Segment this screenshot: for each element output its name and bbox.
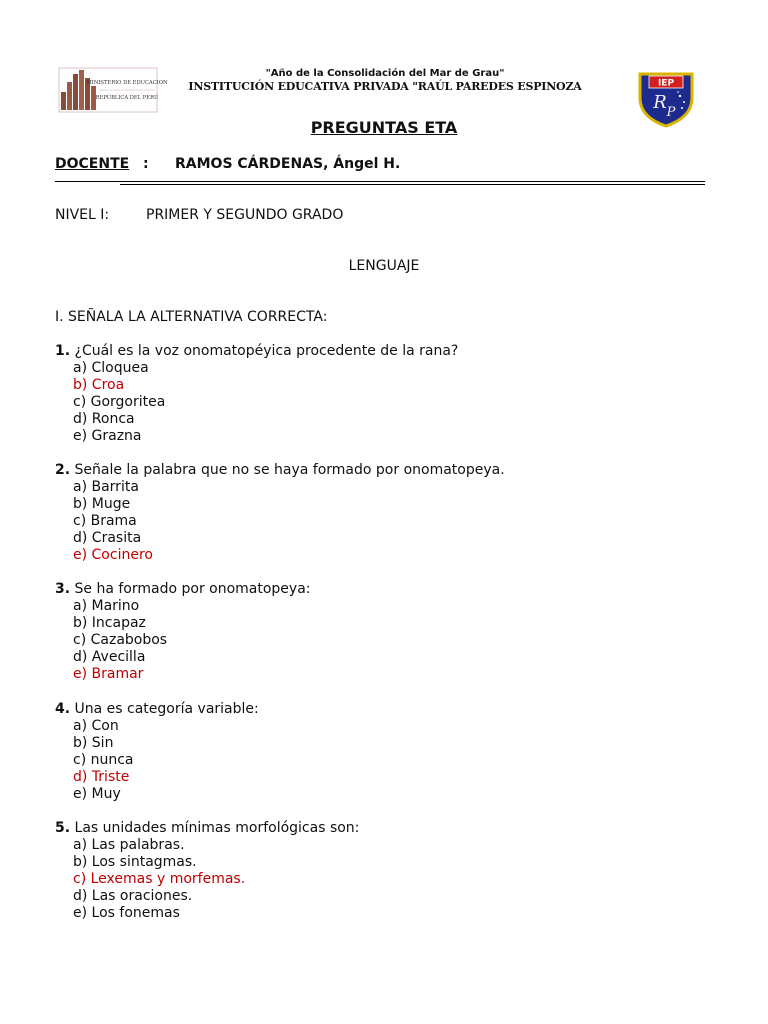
question-1 [55,343,458,445]
question-stem [55,581,311,598]
question-2 [55,462,505,564]
option-list [55,718,259,803]
level-value: PRIMER Y SEGUNDO GRADO [146,207,344,223]
question-stem [55,820,359,837]
teacher-colon: : [143,156,149,172]
option-list [55,360,458,445]
teacher-label: DOCENTE [55,156,130,172]
level-label: NIVEL I: [55,207,110,223]
option: d) Las oraciones. [73,888,193,904]
option: c) Brama [73,513,137,529]
option: e) Los fonemas [73,905,180,921]
question-text: ¿Cuál es la voz onomatopéyica procedente de la rana? [74,343,459,359]
year-motto: "Año de la Consolidación del Mar de Grau" [265,68,505,79]
option: c) Cazabobos [73,632,168,648]
question-text: Las unidades mínimas morfológicas son: [74,820,360,836]
subject-heading: LENGUAJE [348,258,420,274]
section-title: I. SEÑALA LA ALTERNATIVA CORRECTA: [55,309,328,325]
svg-text:R: R [653,92,667,113]
option-list [55,598,311,683]
option: e) Muy [73,786,121,802]
question-number: 4. [55,701,71,717]
correct-option: c) Lexemas y morfemas. [73,871,246,887]
question-3 [55,581,311,683]
question-number: 3. [55,581,71,597]
option: d) Ronca [73,411,135,427]
question-text: Señale la palabra que no se haya formado por onomatopeya. [74,462,505,478]
option: a) Cloquea [73,360,149,376]
teacher-line [55,156,400,172]
option: a) Con [73,718,119,734]
option: e) Grazna [73,428,142,444]
option: a) Barrita [73,479,139,495]
question-stem [55,343,458,360]
option: a) Marino [73,598,140,614]
correct-option: d) Triste [73,769,130,785]
option: c) Gorgoritea [73,394,166,410]
divider-line-secondary [120,184,705,185]
ministry-logo [59,68,168,112]
option: d) Avecilla [73,649,146,665]
option: d) Crasita [73,530,142,546]
question-4 [55,701,259,803]
teacher-name: RAMOS CÁRDENAS, Ángel H. [175,156,401,172]
option: b) Sin [73,735,114,751]
question-number: 1. [55,343,71,359]
question-number: 2. [55,462,71,478]
ministry-logo-line-2: REPÚBLICA DEL PERÚ [95,95,159,101]
question-text: Se ha formado por onomatopeya: [74,581,311,597]
school-logo-text: IEP [657,78,675,89]
option: a) Las palabras. [73,837,185,853]
divider-line [55,181,705,182]
option-list [55,479,505,564]
question-text: Una es categoría variable: [74,701,259,717]
option: b) Incapaz [73,615,146,631]
page-title: PREGUNTAS ETA [310,118,458,137]
correct-option: b) Croa [73,377,125,393]
institution-name: INSTITUCIÓN EDUCATIVA PRIVADA "RAÚL PAREDES ESPINOZA [188,80,582,93]
correct-option: e) Bramar [73,666,144,682]
option-list [55,837,359,922]
question-number: 5. [55,820,71,836]
ministry-logo-line-1: MINISTERIO DE EDUCACION [86,80,168,86]
option: b) Los sintagmas. [73,854,197,870]
question-stem [55,462,505,479]
svg-text:P: P [666,105,676,120]
level-line [55,207,343,223]
correct-option: e) Cocinero [73,547,153,563]
option: b) Muge [73,496,131,512]
question-stem [55,701,259,718]
option: c) nunca [73,752,134,768]
question-5 [55,820,359,922]
